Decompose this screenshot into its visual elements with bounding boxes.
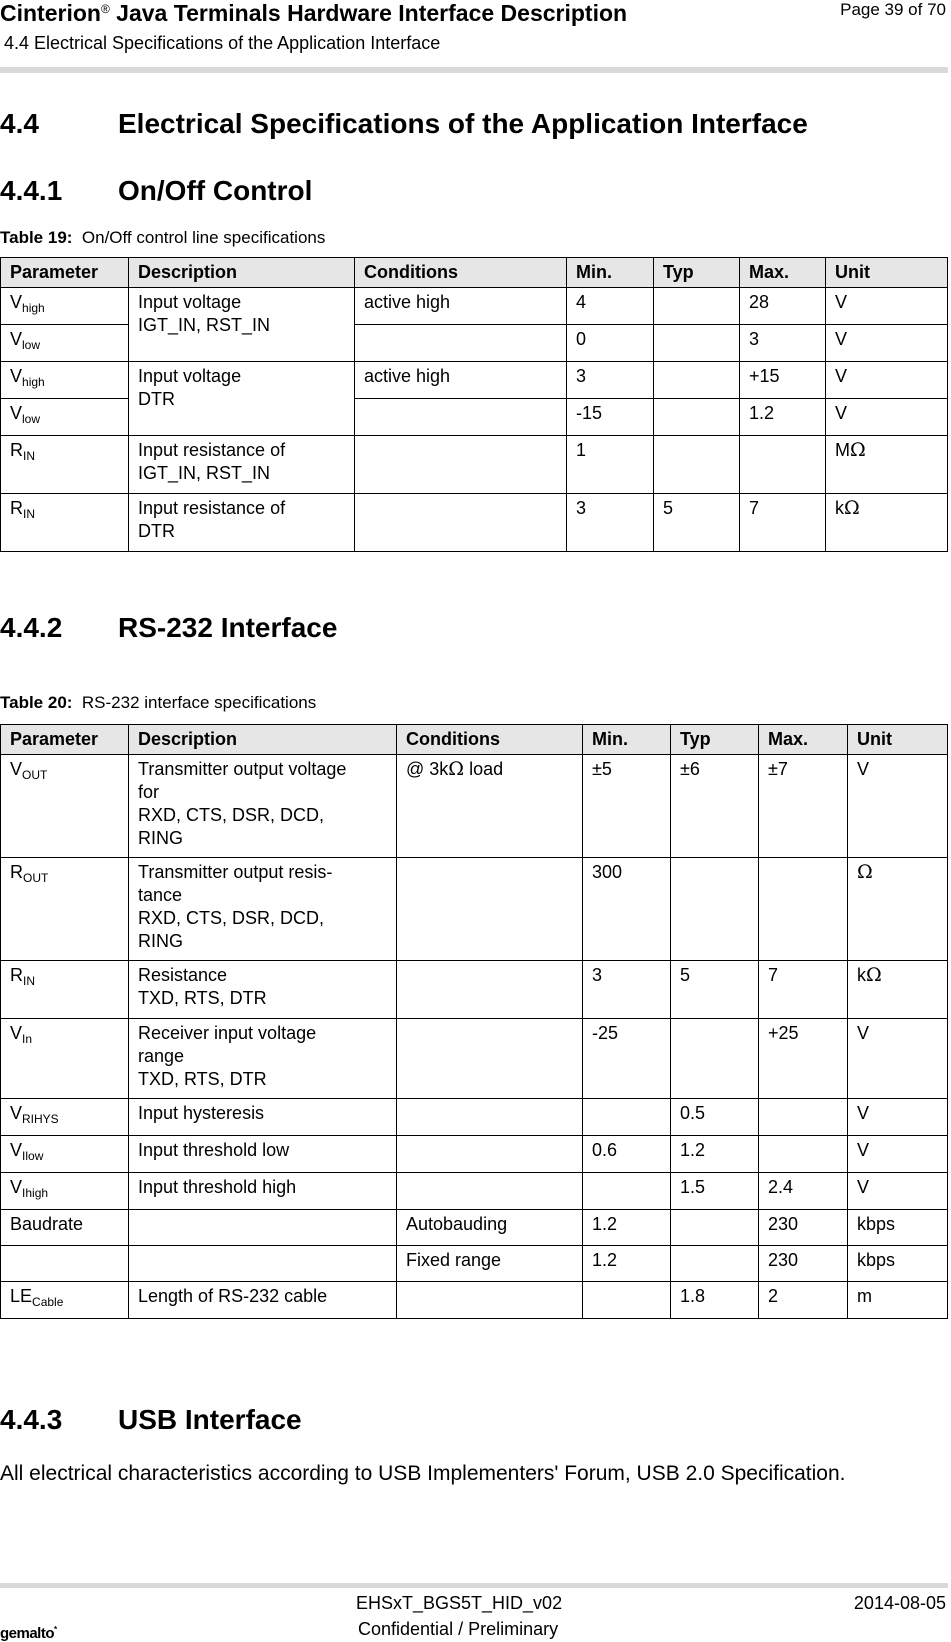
min-cell: ±5: [583, 755, 671, 858]
table-row: [1, 1210, 948, 1246]
table-row: [1, 755, 948, 858]
min-cell: 0: [567, 325, 654, 362]
description-cell: Resistance TXD, RTS, DTR: [129, 961, 397, 1019]
description-cell: Transmitter output resis- tance RXD, CTS, DSR, DCD, RING: [129, 858, 397, 961]
document-title: Cinterion® Java Terminals Hardware Interface Description: [0, 0, 628, 26]
table-row: [1, 1282, 948, 1319]
param-cell: [1, 1246, 129, 1282]
confidentiality-note: Confidential / Preliminary: [358, 1619, 559, 1639]
min-cell: 1.2: [583, 1210, 671, 1246]
unit-cell: V: [848, 1099, 948, 1136]
typ-cell: 1.2: [671, 1136, 759, 1173]
table-rs232-interface: [0, 724, 948, 1319]
max-cell: [759, 858, 848, 961]
conditions-cell: active high: [355, 288, 567, 325]
param-cell: $V_{high}$: [1, 288, 129, 325]
param-cell: $R_{IN}$: [1, 494, 129, 552]
unit-cell: V: [826, 325, 948, 362]
conditions-cell: Autobauding: [397, 1210, 583, 1246]
col-conditions: Conditions: [355, 258, 567, 288]
typ-cell: [654, 399, 740, 436]
typ-cell: [654, 362, 740, 399]
col-description: Description: [129, 725, 397, 755]
description-cell: Input voltage DTR: [129, 362, 355, 436]
col-max: Max.: [740, 258, 826, 288]
heading-4-4-3: 4.4.3 USB Interface: [0, 1404, 302, 1435]
unit-cell: V: [826, 399, 948, 436]
max-cell: 1.2: [740, 399, 826, 436]
min-cell: -25: [583, 1019, 671, 1099]
typ-cell: [671, 1019, 759, 1099]
col-unit: Unit: [826, 258, 948, 288]
param-cell: $V_{high}$: [1, 362, 129, 399]
typ-cell: [654, 288, 740, 325]
col-typ: Typ: [671, 725, 759, 755]
description-cell: [129, 1210, 397, 1246]
col-conditions: Conditions: [397, 725, 583, 755]
table19-caption: Table 19: On/Off control line specifications: [0, 228, 326, 247]
description-cell: Input hysteresis: [129, 1099, 397, 1136]
col-unit: Unit: [848, 725, 948, 755]
description-cell: Input threshold low: [129, 1136, 397, 1173]
unit-cell: kΩ: [848, 961, 948, 1019]
header-divider: [0, 67, 948, 73]
unit-cell: V: [826, 362, 948, 399]
param-cell: $V_{low}$: [1, 399, 129, 436]
page-number: Page 39 of 70: [840, 0, 946, 19]
table-row: [1, 1136, 948, 1173]
table-header-row: [1, 258, 948, 288]
typ-cell: 1.5: [671, 1173, 759, 1210]
max-cell: [759, 1099, 848, 1136]
unit-cell: m: [848, 1282, 948, 1319]
param-cell: Baudrate: [1, 1210, 129, 1246]
min-cell: 4: [567, 288, 654, 325]
unit-cell: Ω: [848, 858, 948, 961]
table-row: [1, 362, 948, 399]
unit-cell: kΩ: [826, 494, 948, 552]
max-cell: ±7: [759, 755, 848, 858]
unit-cell: V: [848, 755, 948, 858]
heading-4-4: 4.4 Electrical Specifications of the Application Interface: [0, 108, 808, 139]
typ-cell: [671, 1210, 759, 1246]
unit-cell: V: [848, 1019, 948, 1099]
param-cell: $V_{low}$: [1, 325, 129, 362]
min-cell: -15: [567, 399, 654, 436]
table-row: [1, 1019, 948, 1099]
min-cell: [583, 1099, 671, 1136]
max-cell: 28: [740, 288, 826, 325]
conditions-cell: Fixed range: [397, 1246, 583, 1282]
max-cell: [740, 436, 826, 494]
col-max: Max.: [759, 725, 848, 755]
col-min: Min.: [583, 725, 671, 755]
conditions-cell: [397, 858, 583, 961]
param-cell: $V_{Ilow}$: [1, 1136, 129, 1173]
param-cell: $LE_{Cable}$: [1, 1282, 129, 1319]
min-cell: 3: [567, 362, 654, 399]
col-typ: Typ: [654, 258, 740, 288]
max-cell: 2: [759, 1282, 848, 1319]
param-cell: $R_{IN}$: [1, 961, 129, 1019]
document-id: EHSxT_BGS5T_HID_v02: [356, 1593, 563, 1613]
table-row: [1, 858, 948, 961]
typ-cell: ±6: [671, 755, 759, 858]
table-row: [1, 1246, 948, 1282]
max-cell: 3: [740, 325, 826, 362]
table-row: [1, 288, 948, 325]
conditions-cell: [397, 1019, 583, 1099]
min-cell: [583, 1173, 671, 1210]
conditions-cell: [355, 325, 567, 362]
description-cell: Input resistance of DTR: [129, 494, 355, 552]
conditions-cell: [397, 1099, 583, 1136]
description-cell: [129, 1246, 397, 1282]
min-cell: [583, 1282, 671, 1319]
min-cell: 3: [583, 961, 671, 1019]
max-cell: [759, 1136, 848, 1173]
conditions-cell: active high: [355, 362, 567, 399]
max-cell: 230: [759, 1210, 848, 1246]
table-onoff-control: [0, 257, 948, 552]
typ-cell: [654, 436, 740, 494]
min-cell: 300: [583, 858, 671, 961]
conditions-cell: [397, 961, 583, 1019]
conditions-cell: [355, 436, 567, 494]
conditions-cell: [397, 1282, 583, 1319]
description-cell: Input voltage IGT_IN, RST_IN: [129, 288, 355, 362]
footer-divider: [0, 1583, 948, 1588]
param-cell: $V_{RIHYS}$: [1, 1099, 129, 1136]
typ-cell: 5: [654, 494, 740, 552]
table-row: [1, 494, 948, 552]
min-cell: 1.2: [583, 1246, 671, 1282]
col-parameter: Parameter: [1, 258, 129, 288]
table20-caption: Table 20: RS-232 interface specifications: [0, 693, 317, 712]
description-cell: Length of RS-232 cable: [129, 1282, 397, 1319]
description-cell: Receiver input voltage range TXD, RTS, DTR: [129, 1019, 397, 1099]
unit-cell: kbps: [848, 1210, 948, 1246]
typ-cell: [671, 1246, 759, 1282]
col-min: Min.: [567, 258, 654, 288]
document-date: 2014-08-05: [853, 1593, 946, 1613]
usb-paragraph: All electrical characteristics according to USB Implementers' Forum, USB 2.0 Specification.: [0, 1462, 846, 1485]
col-description: Description: [129, 258, 355, 288]
gemalto-logo: gemalto*: [0, 1625, 57, 1642]
conditions-cell: [397, 1173, 583, 1210]
table-row: [1, 1099, 948, 1136]
typ-cell: 1.8: [671, 1282, 759, 1319]
unit-cell: V: [848, 1136, 948, 1173]
typ-cell: 5: [671, 961, 759, 1019]
param-cell: $R_{OUT}$: [1, 858, 129, 961]
typ-cell: [671, 858, 759, 961]
min-cell: 3: [567, 494, 654, 552]
description-cell: Input resistance of IGT_IN, RST_IN: [129, 436, 355, 494]
max-cell: +15: [740, 362, 826, 399]
unit-cell: V: [848, 1173, 948, 1210]
max-cell: 7: [759, 961, 848, 1019]
unit-cell: V: [826, 288, 948, 325]
max-cell: 230: [759, 1246, 848, 1282]
col-parameter: Parameter: [1, 725, 129, 755]
max-cell: 2.4: [759, 1173, 848, 1210]
min-cell: 0.6: [583, 1136, 671, 1173]
unit-cell: kbps: [848, 1246, 948, 1282]
typ-cell: 0.5: [671, 1099, 759, 1136]
section-subtitle: 4.4 Electrical Specifications of the Application Interface: [4, 33, 441, 53]
typ-cell: [654, 325, 740, 362]
max-cell: +25: [759, 1019, 848, 1099]
heading-4-4-1: 4.4.1 On/Off Control: [0, 175, 313, 206]
conditions-cell: [355, 399, 567, 436]
unit-cell: MΩ: [826, 436, 948, 494]
conditions-cell: [397, 1136, 583, 1173]
table-row: [1, 436, 948, 494]
max-cell: 7: [740, 494, 826, 552]
heading-4-4-2: 4.4.2 RS-232 Interface: [0, 612, 338, 643]
param-cell: $V_{In}$: [1, 1019, 129, 1099]
description-cell: Input threshold high: [129, 1173, 397, 1210]
min-cell: 1: [567, 436, 654, 494]
description-cell: Transmitter output voltage for RXD, CTS, DSR, DCD, RING: [129, 755, 397, 858]
table-row: [1, 1173, 948, 1210]
table-header-row: [1, 725, 948, 755]
param-cell: $V_{OUT}$: [1, 755, 129, 858]
conditions-cell: [355, 494, 567, 552]
conditions-cell: @ 3kΩ load: [397, 755, 583, 858]
param-cell: $R_{IN}$: [1, 436, 129, 494]
table-row: [1, 961, 948, 1019]
param-cell: $V_{Ihigh}$: [1, 1173, 129, 1210]
